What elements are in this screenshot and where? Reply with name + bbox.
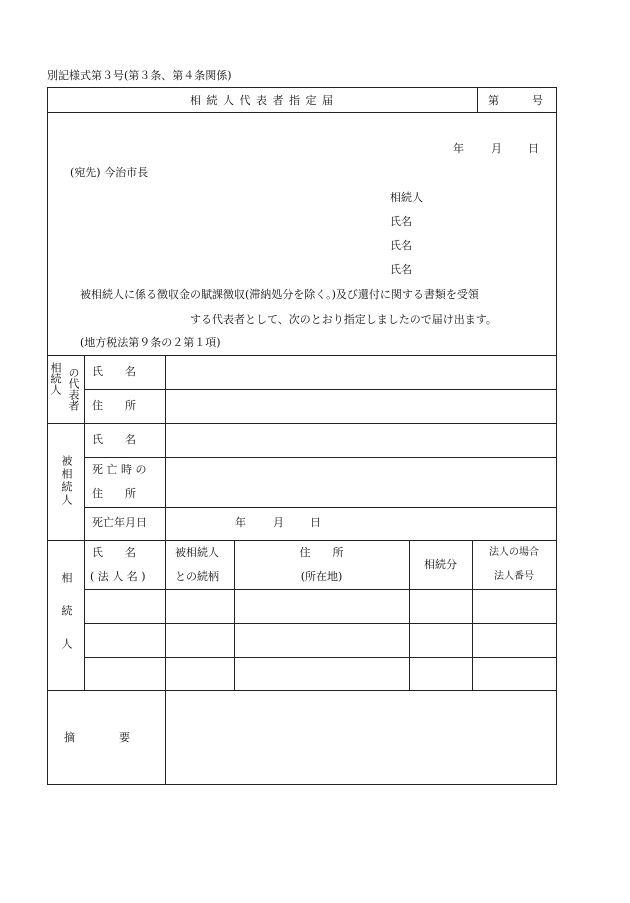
heirs-col-rel-1: 被相続人 [175,546,219,559]
rule [84,507,557,508]
rule [477,87,478,112]
rep-label-col2: の代表者 [67,367,80,411]
decedent-death-month: 月 [273,516,284,529]
rule [47,540,557,541]
rep-label-col1: 相続人 [49,362,62,395]
decedent-death-date-label: 死亡年月日 [92,516,147,529]
rule [84,355,85,690]
date-month: 月 [491,142,502,155]
heirs-col-addr-1: 住 所 [299,546,344,559]
heirs-col-name-1: 氏 名 [92,546,136,559]
rule [47,112,557,113]
decedent-address-line2: 住 所 [92,487,136,500]
legal-basis: (地方税法第９条の２第１項) [80,336,221,349]
rule [556,87,557,785]
rule [84,589,557,590]
heirs-section-label: 相続人 [60,572,73,671]
rule [47,87,48,785]
rule [472,540,473,690]
rule [47,784,557,785]
heirs-col-name-2: ( 法 人 名 ) [90,570,146,583]
rule [47,355,557,356]
rule [84,457,557,458]
heirs-label: 相続人 [390,191,423,204]
heirs-col-corp-1: 法人の場合 [489,547,539,558]
rule [47,423,557,424]
decedent-name-label: 氏 名 [92,433,136,446]
rule [47,87,557,88]
heirs-col-share: 相続分 [424,558,457,571]
rep-name-label: 氏 名 [92,365,136,378]
rule [84,389,557,390]
name-label-1: 氏名 [390,215,412,228]
rule [84,657,557,658]
body-line-1: 被相続人に係る徴収金の賦課徴収(滞納処分を除く。)及び還付に関する書類を受領 [80,288,479,301]
rule [47,690,557,691]
date-day: 日 [528,142,539,155]
form-id: 別記様式第３号(第３条、第４条関係) [47,69,232,82]
decedent-label: 被相続人 [60,455,73,507]
form-title: 相 続 人 代 表 者 指 定 届 [190,94,334,107]
heirs-col-addr-2: (所在地) [300,570,343,583]
document-number: 第 号 [488,94,543,107]
date-year: 年 [453,142,464,155]
name-label-3: 氏名 [390,263,412,276]
decedent-death-day: 日 [310,516,321,529]
name-label-2: 氏名 [390,239,412,252]
heirs-col-corp-2: 法人番号 [494,571,534,582]
addressee: (宛先) 今治市長 [70,166,149,179]
rule [165,355,166,784]
decedent-address-line1: 死 亡 時 の [92,463,147,476]
heirs-col-rel-2: との続柄 [175,570,219,583]
body-line-2: する代表者として、次のとおり指定しましたので届け出ます。 [190,313,497,326]
decedent-death-year: 年 [235,516,246,529]
rule [84,623,557,624]
rep-address-label: 住 所 [92,399,136,412]
remarks-label: 摘 要 [64,731,130,744]
rule [234,540,235,690]
